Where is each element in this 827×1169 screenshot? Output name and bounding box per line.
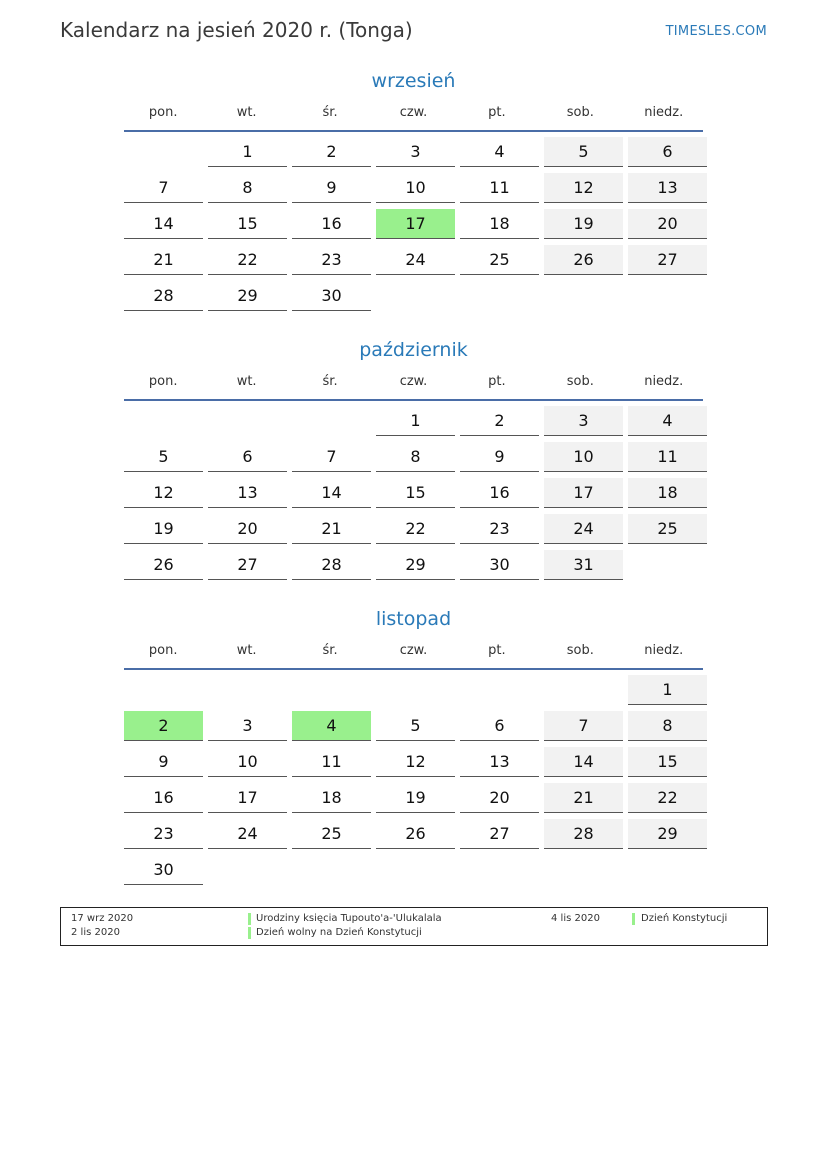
day-cell: 24 xyxy=(544,514,623,544)
day-cell: 26 xyxy=(376,819,455,849)
day-cell: 11 xyxy=(292,747,371,777)
weekday-label: niedz. xyxy=(644,104,684,120)
legend-date: 2 lis 2020 xyxy=(71,927,120,938)
month-name: listopad xyxy=(375,608,452,630)
day-cell: 2 xyxy=(460,406,539,436)
header-divider xyxy=(124,399,703,401)
weekday-header-row xyxy=(124,365,703,397)
empty-cell xyxy=(460,675,539,705)
weekday-label: sob. xyxy=(566,642,594,658)
weekday-label: niedz. xyxy=(644,373,684,389)
day-cell: 10 xyxy=(376,173,455,203)
day-cell: 30 xyxy=(460,550,539,580)
day-cell: 7 xyxy=(292,442,371,472)
weekday-label: czw. xyxy=(399,373,428,389)
weekday-header-row xyxy=(124,634,703,666)
day-cell: 19 xyxy=(376,783,455,813)
holiday-color-marker xyxy=(248,927,251,939)
day-cell: 22 xyxy=(376,514,455,544)
day-cell: 8 xyxy=(628,711,707,741)
day-cell: 18 xyxy=(292,783,371,813)
day-grid xyxy=(124,406,703,580)
day-cell: 2 xyxy=(292,137,371,167)
day-cell: 3 xyxy=(376,137,455,167)
day-cell: 7 xyxy=(544,711,623,741)
empty-cell xyxy=(292,675,371,705)
legend-holiday-name: Urodziny księcia Tupouto'a-'Ulukalala xyxy=(256,913,442,924)
day-cell: 18 xyxy=(628,478,707,508)
day-cell: 12 xyxy=(124,478,203,508)
day-cell: 8 xyxy=(376,442,455,472)
holiday-legend xyxy=(60,907,768,946)
holiday-day-cell: 17 xyxy=(376,209,455,239)
weekday-label: pon. xyxy=(148,104,178,120)
day-cell: 16 xyxy=(460,478,539,508)
day-cell: 29 xyxy=(376,550,455,580)
page-title: Kalendarz na jesień 2020 r. (Tonga) xyxy=(60,18,413,42)
day-grid xyxy=(124,137,703,311)
day-cell: 10 xyxy=(208,747,287,777)
header-divider xyxy=(124,130,703,132)
empty-cell xyxy=(124,675,203,705)
day-cell: 27 xyxy=(628,245,707,275)
day-cell: 1 xyxy=(376,406,455,436)
day-cell: 17 xyxy=(208,783,287,813)
weekday-label: śr. xyxy=(322,642,338,658)
day-cell: 21 xyxy=(124,245,203,275)
day-grid xyxy=(124,675,703,885)
day-cell: 13 xyxy=(208,478,287,508)
holiday-day-cell: 2 xyxy=(124,711,203,741)
day-cell: 5 xyxy=(544,137,623,167)
weekday-label: wt. xyxy=(236,373,257,389)
month-september xyxy=(124,66,703,311)
day-cell: 11 xyxy=(628,442,707,472)
weekday-label: pt. xyxy=(488,642,506,658)
empty-cell xyxy=(208,675,287,705)
weekday-label: pon. xyxy=(148,642,178,658)
day-cell: 11 xyxy=(460,173,539,203)
day-cell: 31 xyxy=(544,550,623,580)
weekday-label: pt. xyxy=(488,104,506,120)
day-cell: 25 xyxy=(292,819,371,849)
day-cell: 6 xyxy=(628,137,707,167)
weekday-header-row xyxy=(124,96,703,128)
site-brand-link[interactable]: TIMESLES.COM xyxy=(665,24,767,39)
day-cell: 12 xyxy=(376,747,455,777)
weekday-label: wt. xyxy=(236,104,257,120)
day-cell: 29 xyxy=(628,819,707,849)
day-cell: 24 xyxy=(376,245,455,275)
day-cell: 30 xyxy=(124,855,203,885)
day-cell: 9 xyxy=(124,747,203,777)
day-cell: 14 xyxy=(544,747,623,777)
empty-cell xyxy=(124,137,203,167)
weekday-label: niedz. xyxy=(644,642,684,658)
weekday-label: czw. xyxy=(399,642,428,658)
holiday-color-marker xyxy=(632,913,635,925)
day-cell: 20 xyxy=(208,514,287,544)
day-cell: 22 xyxy=(208,245,287,275)
day-cell: 28 xyxy=(292,550,371,580)
day-cell: 8 xyxy=(208,173,287,203)
day-cell: 16 xyxy=(124,783,203,813)
day-cell: 23 xyxy=(124,819,203,849)
header-divider xyxy=(124,668,703,670)
day-cell: 3 xyxy=(544,406,623,436)
empty-cell xyxy=(544,675,623,705)
weekday-label: sob. xyxy=(566,373,594,389)
day-cell: 10 xyxy=(544,442,623,472)
day-cell: 7 xyxy=(124,173,203,203)
day-cell: 20 xyxy=(460,783,539,813)
day-cell: 6 xyxy=(460,711,539,741)
month-november xyxy=(124,604,703,885)
month-october xyxy=(124,335,703,580)
day-cell: 9 xyxy=(292,173,371,203)
empty-cell xyxy=(208,406,287,436)
weekday-label: wt. xyxy=(236,642,257,658)
day-cell: 1 xyxy=(208,137,287,167)
month-name: wrzesień xyxy=(371,70,456,92)
day-cell: 5 xyxy=(124,442,203,472)
weekday-label: śr. xyxy=(322,373,338,389)
month-name: październik xyxy=(359,339,468,361)
weekday-label: sob. xyxy=(566,104,594,120)
day-cell: 5 xyxy=(376,711,455,741)
day-cell: 29 xyxy=(208,281,287,311)
holiday-day-cell: 4 xyxy=(292,711,371,741)
day-cell: 14 xyxy=(124,209,203,239)
day-cell: 4 xyxy=(628,406,707,436)
day-cell: 13 xyxy=(628,173,707,203)
holiday-color-marker xyxy=(248,913,251,925)
day-cell: 1 xyxy=(628,675,707,705)
empty-cell xyxy=(292,406,371,436)
day-cell: 23 xyxy=(292,245,371,275)
day-cell: 6 xyxy=(208,442,287,472)
day-cell: 18 xyxy=(460,209,539,239)
day-cell: 25 xyxy=(628,514,707,544)
legend-holiday-name: Dzień wolny na Dzień Konstytucji xyxy=(256,927,422,938)
day-cell: 15 xyxy=(628,747,707,777)
day-cell: 27 xyxy=(460,819,539,849)
day-cell: 15 xyxy=(208,209,287,239)
day-cell: 15 xyxy=(376,478,455,508)
day-cell: 23 xyxy=(460,514,539,544)
day-cell: 21 xyxy=(544,783,623,813)
weekday-label: pt. xyxy=(488,373,506,389)
legend-holiday-name: Dzień Konstytucji xyxy=(641,913,728,924)
day-cell: 24 xyxy=(208,819,287,849)
empty-cell xyxy=(124,406,203,436)
legend-date: 17 wrz 2020 xyxy=(71,913,134,924)
day-cell: 25 xyxy=(460,245,539,275)
day-cell: 14 xyxy=(292,478,371,508)
day-cell: 19 xyxy=(124,514,203,544)
empty-cell xyxy=(376,675,455,705)
day-cell: 22 xyxy=(628,783,707,813)
day-cell: 17 xyxy=(544,478,623,508)
day-cell: 27 xyxy=(208,550,287,580)
weekday-label: pon. xyxy=(148,373,178,389)
day-cell: 16 xyxy=(292,209,371,239)
day-cell: 4 xyxy=(460,137,539,167)
day-cell: 13 xyxy=(460,747,539,777)
day-cell: 26 xyxy=(544,245,623,275)
day-cell: 21 xyxy=(292,514,371,544)
legend-date: 4 lis 2020 xyxy=(551,913,600,924)
day-cell: 3 xyxy=(208,711,287,741)
weekday-label: śr. xyxy=(322,104,338,120)
weekday-label: czw. xyxy=(399,104,428,120)
day-cell: 20 xyxy=(628,209,707,239)
day-cell: 30 xyxy=(292,281,371,311)
day-cell: 12 xyxy=(544,173,623,203)
day-cell: 28 xyxy=(544,819,623,849)
day-cell: 26 xyxy=(124,550,203,580)
day-cell: 28 xyxy=(124,281,203,311)
day-cell: 19 xyxy=(544,209,623,239)
day-cell: 9 xyxy=(460,442,539,472)
